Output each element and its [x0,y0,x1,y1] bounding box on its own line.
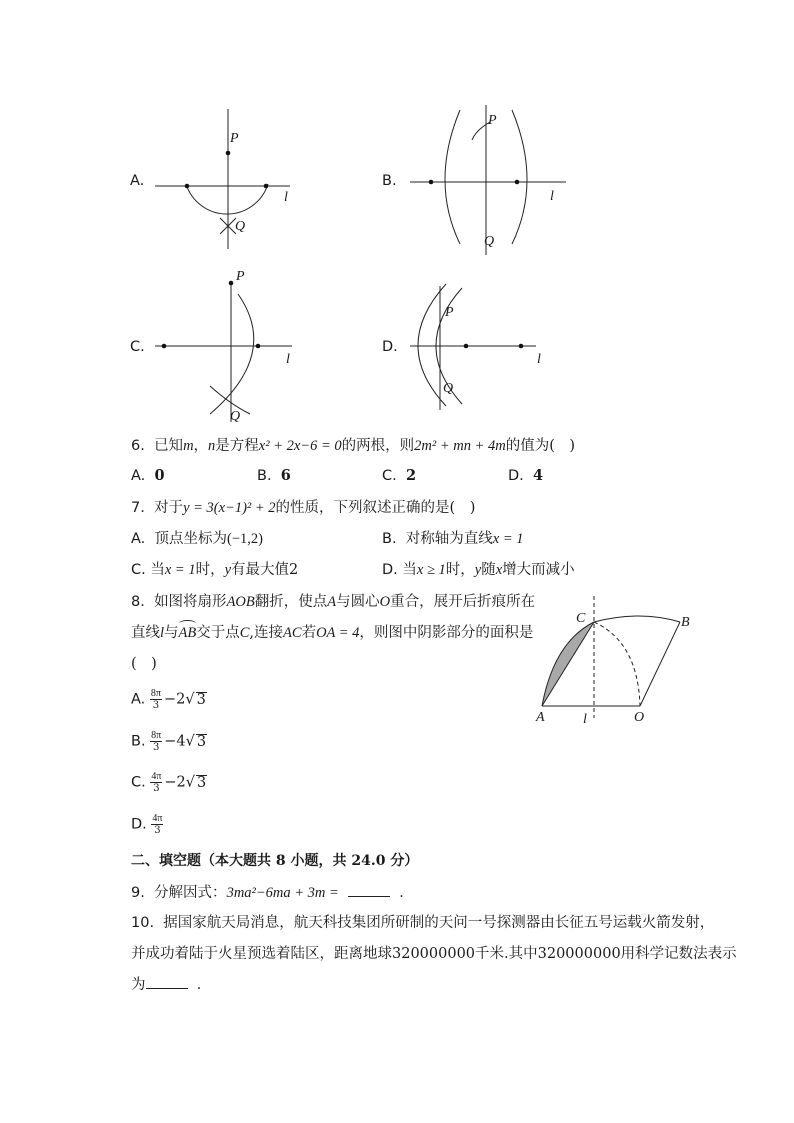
q7-option-a: A. 顶点坐标为(−1,2) [131,531,263,547]
figure-c [150,264,310,426]
q7-option-d: D. 当x ≥ 1时，y随x增大而减小 [382,562,575,578]
question-8-line1: 8. 如图将扇形AOB翻折，使点A与圆心O重合，展开后折痕所在 [131,594,536,610]
sector-label-b: B [681,615,690,630]
question-10-line3: 为 ． [131,977,212,993]
figure-a-p: P [230,131,239,146]
sector-label-a: A [536,710,545,725]
q6-option-b: B. 6 [257,467,291,484]
question-6-stem: 6. 已知m，n是方程x² + 2x−6 = 0的两根，则2m² + mn + 4m的值为( ) [131,438,576,454]
figure-d-q: Q [443,381,454,396]
question-10-line1: 10. 据国家航天局消息，航天科技集团所研制的天问一号探测器由长征五号运载火箭发射， [131,915,715,931]
figure-d-p: P [445,305,454,320]
figure-a-q: Q [235,219,246,234]
figure-b-label: B. [382,173,397,189]
figure-d-label: D. [382,339,398,355]
section-2-title: 二、填空题（本大题共 8 小题，共 24.0 分） [131,853,419,869]
sector-figure [530,592,710,728]
sector-label-l: l [583,712,587,727]
figure-c-q: Q [230,409,241,424]
q6-option-d: D. 4 [508,467,544,484]
q7-option-b: B. 对称轴为直线x = 1 [382,531,524,547]
figure-c-l: l [286,352,290,367]
figure-d [400,278,560,414]
q6-option-c: C. 2 [382,467,417,484]
figure-b-l: l [550,189,554,204]
sector-label-c: C [576,611,586,626]
q6-option-a: A. 0 [131,467,165,484]
q8-option-b: B. $\frac{8\pi}{3}$ −4√ 3 [131,730,207,753]
figure-a-l: l [284,190,288,205]
question-9: 9. 分解因式：3ma²−6ma + 3m = ． [131,885,414,901]
question-8-line2: 直线l与 AB交于点C,连接AC若OA = 4，则图中阴影部分的面积是 [131,624,533,642]
figure-a [150,104,300,254]
figure-c-p: P [236,269,245,284]
figure-b-p: P [488,113,497,128]
q8-option-a: A. $\frac{8\pi}{3}$ −2√ 3 [131,688,206,711]
figure-b-q: Q [484,234,495,249]
q7-option-c: C. 当x = 1时，y有最大值2 [131,562,299,578]
figure-c-label: C. [130,339,145,355]
figure-b [400,100,580,260]
question-7-stem: 7. 对于y = 3(x−1)² + 2的性质，下列叙述正确的是( ) [131,500,476,516]
question-10-line2: 并成功着陆于火星预选着陆区，距离地球320000000千米.其中320000000用科学记数法表示 [131,946,737,962]
question-8-paren: ( ) [131,656,157,672]
q8-option-d: D. $\frac{4\pi}{3}$ [131,813,163,836]
answer-blank-9[interactable] [348,884,390,897]
sector-label-o: O [634,710,645,725]
answer-blank-10[interactable] [146,976,188,989]
figure-d-l: l [537,352,541,367]
q8-option-c: C. $\frac{4\pi}{3}$ −2√ 3 [131,771,207,794]
figure-a-label: A. [130,173,145,189]
